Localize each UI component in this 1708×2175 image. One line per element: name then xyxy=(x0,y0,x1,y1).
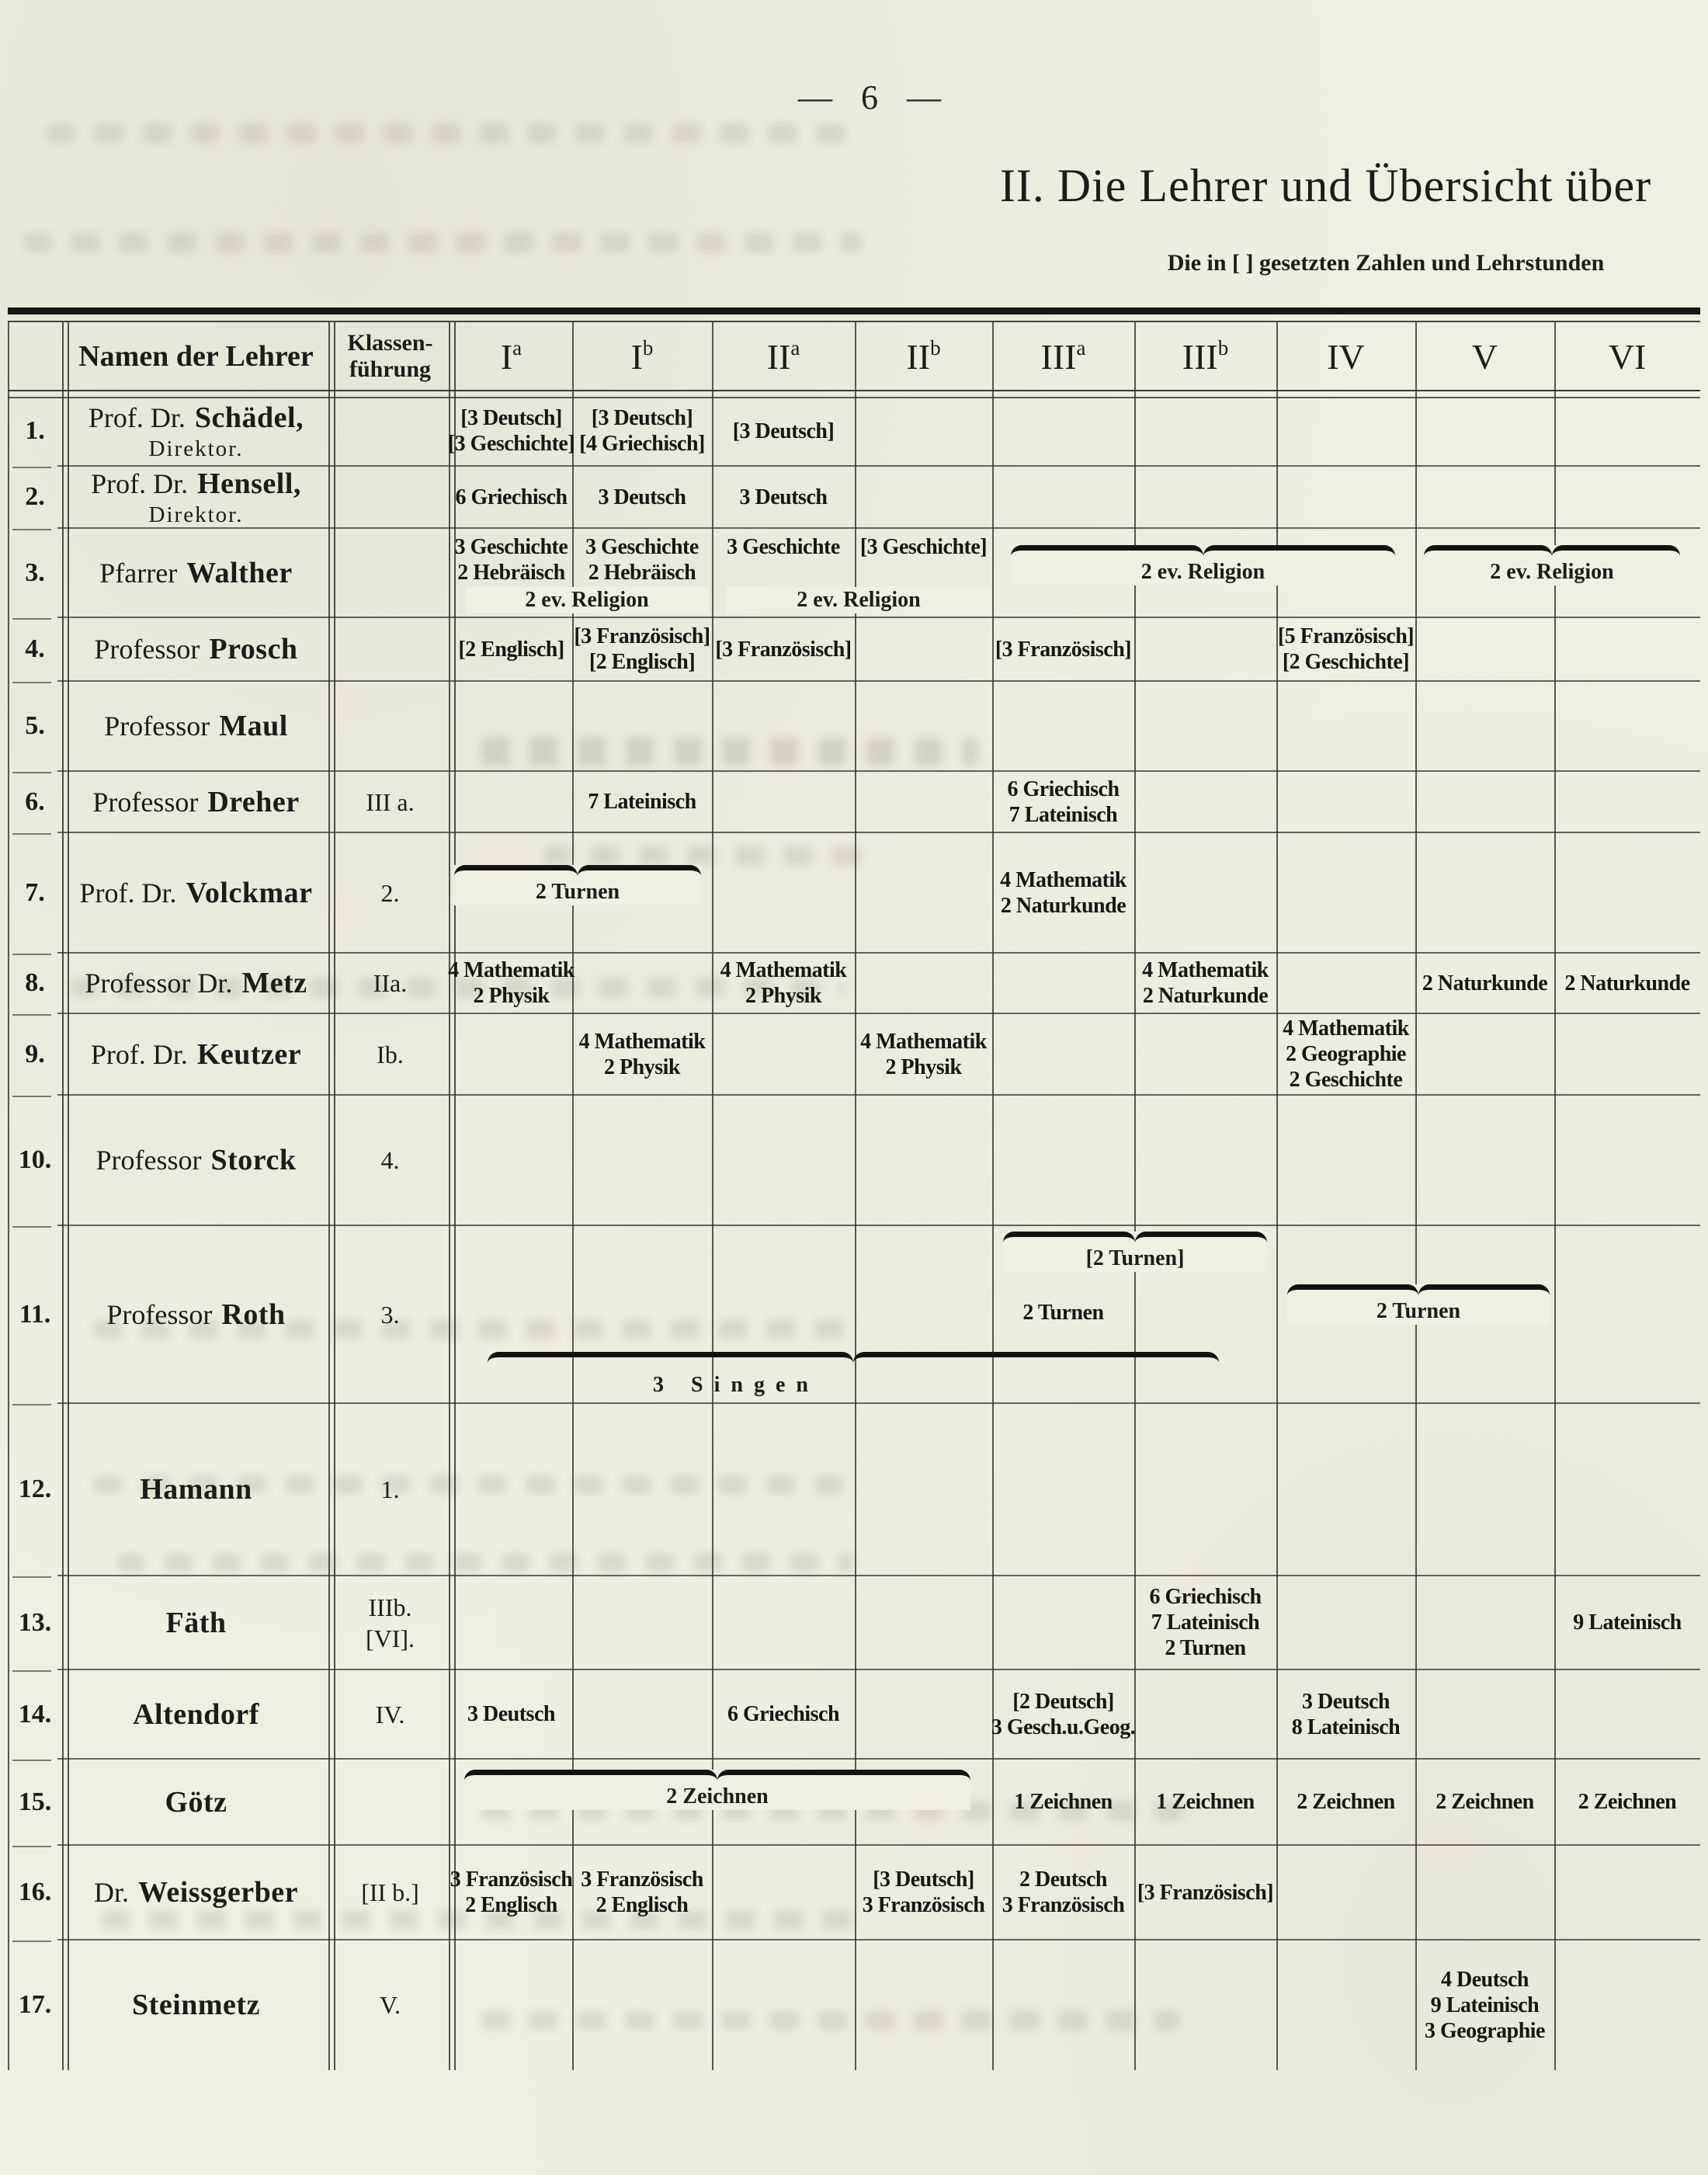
teacher-name xyxy=(62,1940,330,2070)
cell-IIIb xyxy=(1134,953,1276,1013)
brace-group-IIIa-IIIb xyxy=(1003,1232,1267,1272)
row-number: 9. xyxy=(25,1039,45,1068)
teacher-title: Pfarrer xyxy=(99,557,178,589)
cell-IV xyxy=(1276,617,1415,681)
lesson-line: 2 Physik xyxy=(885,1054,962,1079)
table-row xyxy=(8,1669,1700,1759)
page-number: — 6 — xyxy=(798,78,941,116)
teacher-title: Professor xyxy=(104,711,210,742)
lesson-line: 2 Englisch xyxy=(595,1893,689,1917)
teacher-title: Prof. Dr. xyxy=(90,1038,188,1070)
curly-brace-icon xyxy=(1003,1232,1267,1243)
teacher-name xyxy=(62,1403,330,1576)
table-row xyxy=(8,1576,1700,1669)
lesson-line: 2 Naturkunde xyxy=(1564,971,1690,995)
lesson-line: [2 Englisch] xyxy=(588,650,696,674)
column-header-IIIb: III$^b$ xyxy=(1182,335,1229,377)
lesson-line: [2 Geschichte] xyxy=(1282,650,1410,674)
lesson-line: 6 Griechisch xyxy=(1149,1585,1262,1609)
cell-IIb xyxy=(855,1013,992,1095)
lesson-line: [3 Deutsch] xyxy=(460,406,562,430)
cell-V xyxy=(1415,1940,1554,2070)
table-row xyxy=(8,1940,1700,2070)
cell-V xyxy=(1415,953,1554,1013)
teacher-name xyxy=(62,832,330,953)
row-number: 7. xyxy=(25,877,45,907)
klassenfuehrung-value: III a. xyxy=(366,787,415,816)
klassenfuehrung-cell xyxy=(330,1940,450,2070)
lesson-line: 7 Lateinisch xyxy=(1008,802,1118,827)
klassenfuehrung-value: IV. xyxy=(375,1700,405,1729)
lesson-line: [2 Deutsch] xyxy=(1012,1689,1114,1714)
lesson-line: 2 Englisch xyxy=(465,1893,557,1917)
lesson-line: [2 Englisch] xyxy=(458,637,564,662)
klassenfuehrung-value: IIa. xyxy=(373,969,408,997)
span-label-singen xyxy=(464,1368,1008,1399)
teacher-surname: Hamann xyxy=(140,1473,252,1506)
lesson-line: [3 Deutsch] xyxy=(873,1868,974,1892)
column-header-Ib: $I^b$ xyxy=(630,335,654,377)
teacher-name xyxy=(62,528,330,617)
row-number: 6. xyxy=(25,787,45,816)
cell-IIb xyxy=(855,1845,992,1940)
lesson-line: 4 Mathematik xyxy=(1000,867,1127,892)
lesson-line: [3 Geschichte] xyxy=(859,535,988,559)
teacher-surname: Metz xyxy=(241,967,307,999)
lesson-line: [3 Französisch] xyxy=(995,637,1132,662)
teacher-surname: Schädel, xyxy=(194,401,304,434)
lesson-line: 1 Zeichnen xyxy=(1156,1790,1255,1814)
klassenfuehrung-value: Ib. xyxy=(377,1040,404,1068)
klassenfuehrung-value: V. xyxy=(380,1991,401,2019)
cell-VI xyxy=(1554,1759,1700,1845)
cell-IV xyxy=(1276,1759,1415,1845)
cell-IIIa xyxy=(992,1297,1134,1328)
row-number: 15. xyxy=(18,1787,52,1816)
row-number: 2. xyxy=(25,482,45,511)
span-label-Ia-Ib: 2 Turnen xyxy=(535,880,620,904)
teacher-name xyxy=(62,1225,330,1403)
cell-IIIb xyxy=(1134,1759,1276,1845)
lesson-line: 2 Geographie xyxy=(1286,1042,1406,1066)
cell-IIa xyxy=(712,1669,855,1759)
span-label-Ia-Ib: 2 ev. Religion xyxy=(466,587,708,613)
table-row xyxy=(8,1845,1700,1940)
curly-brace-icon xyxy=(1424,545,1680,557)
row-number: 16. xyxy=(18,1878,52,1906)
cell-Ia xyxy=(447,396,575,466)
cell-IIa xyxy=(712,466,855,528)
brace-group-Ia-Ib xyxy=(454,865,701,905)
klassenfuehrung-value: 2. xyxy=(380,878,400,907)
lesson-line: [3 Französisch] xyxy=(574,624,710,648)
teacher-surname: Dreher xyxy=(207,785,300,818)
lesson-line: 4 Mathematik xyxy=(860,1029,987,1054)
lesson-line: 6 Griechisch xyxy=(727,1702,840,1726)
lesson-line: 3 Deutsch xyxy=(467,1702,555,1726)
table-row xyxy=(8,1225,1700,1403)
teacher-title: Dr. xyxy=(93,1877,129,1908)
klassenfuehrung-cell xyxy=(330,953,450,1013)
lesson-line: 3 Französisch xyxy=(581,1868,703,1892)
teacher-schedule-table xyxy=(8,307,1700,2070)
teacher-surname: Volckmar xyxy=(186,876,313,909)
cell-IIIa xyxy=(992,617,1134,681)
cell-IIIa xyxy=(992,1759,1134,1845)
lesson-line: 3 Französisch xyxy=(862,1893,985,1917)
table-row xyxy=(8,1403,1700,1576)
klassenfuehrung-cell xyxy=(330,1669,450,1759)
lesson-line: 7 Lateinisch xyxy=(1151,1610,1260,1635)
lesson-line: [3 Französisch] xyxy=(1137,1880,1274,1905)
table-row xyxy=(8,681,1700,771)
lesson-line: [3 Französisch] xyxy=(715,637,852,662)
curly-brace-icon xyxy=(488,1352,1219,1364)
table-top-rule xyxy=(8,307,1700,314)
table-row xyxy=(8,1095,1700,1225)
lesson-line: 4 Deutsch xyxy=(1441,1967,1529,1992)
lesson-line: 2 Naturkunde xyxy=(1142,984,1269,1008)
teacher-role: Direktor. xyxy=(148,436,244,461)
column-header-IIa: $II^a$ xyxy=(766,335,800,377)
row-number: 14. xyxy=(18,1699,52,1729)
lesson-line: 2 Zeichnen xyxy=(1435,1790,1534,1814)
lesson-line: 4 Mathematik xyxy=(1142,958,1269,982)
teacher-name xyxy=(62,1759,330,1845)
teacher-surname: Weissgerber xyxy=(137,1876,298,1909)
row-number: 11. xyxy=(19,1299,51,1329)
lesson-line: 9 Lateinisch xyxy=(1430,1993,1540,2017)
cell-IIa xyxy=(712,617,855,681)
brace-group-Ia-IIb xyxy=(464,1770,970,1810)
column-header-V: V xyxy=(1471,336,1498,377)
row-number: 10. xyxy=(18,1145,52,1174)
teacher-name xyxy=(62,396,330,466)
teacher-surname: Maul xyxy=(219,710,288,742)
column-header-Ia: $I^a$ xyxy=(500,335,522,377)
lesson-line: 2 Physik xyxy=(745,984,821,1008)
column-header-IIb: $II^b$ xyxy=(906,335,941,377)
klassenfuehrung-cell xyxy=(330,1225,450,1403)
cell-Ib xyxy=(572,617,712,681)
lesson-line: 2 Zeichnen xyxy=(1578,1790,1677,1814)
span-label-Ia-IIb: 2 Zeichnen xyxy=(666,1784,769,1808)
teacher-name xyxy=(62,681,330,771)
bleedthrough-smudge xyxy=(23,233,862,252)
klassenfuehrung-cell xyxy=(330,1013,450,1095)
cell-IIIa xyxy=(992,832,1134,953)
lesson-line: [4 Griechisch] xyxy=(579,432,705,456)
lesson-line: 2 Naturkunde xyxy=(1000,893,1127,918)
cell-IV xyxy=(1276,1669,1415,1759)
cell-VI xyxy=(1554,953,1700,1013)
table-row xyxy=(8,1013,1700,1095)
column-header-names: Namen der Lehrer xyxy=(78,340,314,373)
teacher-surname: Götz xyxy=(165,1785,227,1819)
cell-Ib xyxy=(572,396,712,466)
teacher-name xyxy=(62,1013,330,1095)
klassenfuehrung-cell xyxy=(330,771,450,832)
teacher-title: Prof. Dr. xyxy=(88,401,186,433)
lesson-line: 6 Griechisch xyxy=(455,485,568,509)
lesson-line: 2 Hebräisch xyxy=(457,561,565,585)
cell-Ia xyxy=(450,1845,572,1940)
brace-group-singen xyxy=(488,1351,1219,1364)
cell-Ib xyxy=(572,466,712,528)
page-title: II. Die Lehrer und Übersicht über xyxy=(999,160,1652,211)
lesson-line: 3 Deutsch xyxy=(739,485,828,509)
lesson-line: 2 Turnen xyxy=(1165,1636,1246,1660)
cell-Ia xyxy=(450,1669,572,1759)
teacher-surname: Walther xyxy=(186,556,293,589)
cell-VI xyxy=(1554,1576,1700,1669)
cell-IIa xyxy=(712,953,855,1013)
column-header-klassenfuehrung: Klassen- führung xyxy=(347,330,433,382)
teacher-surname: Keutzer xyxy=(196,1037,302,1071)
klassenfuehrung-value: [VI]. xyxy=(365,1624,415,1652)
cell-IIa xyxy=(712,396,855,466)
lesson-line: 3 Geographie xyxy=(1425,2018,1545,2043)
lesson-line: 3 Geschichte xyxy=(454,535,568,559)
column-header-IV: IV xyxy=(1327,336,1365,377)
teacher-title: Professor xyxy=(94,634,200,665)
teacher-name xyxy=(62,617,330,681)
bleedthrough-smudge xyxy=(47,124,854,143)
lesson-line: 2 Physik xyxy=(604,1054,680,1079)
table-row xyxy=(8,1759,1700,1845)
cell-Ia xyxy=(448,953,575,1013)
page-subtitle: Die in [ ] gesetzten Zahlen und Lehrstunden xyxy=(1167,250,1605,276)
teacher-surname: Steinmetz xyxy=(132,1989,260,2021)
cell-IIIb xyxy=(1134,1576,1276,1669)
cell-Ia xyxy=(450,617,572,681)
brace-group-IV-V xyxy=(1287,1284,1550,1325)
lesson-line: [5 Französisch] xyxy=(1277,624,1415,648)
row-number: 5. xyxy=(25,711,45,740)
lesson-line: [3 Geschichte] xyxy=(447,432,575,456)
row-number: 1. xyxy=(25,416,45,445)
brace-group-IIIa-IV xyxy=(1011,545,1395,585)
table-row xyxy=(8,953,1700,1013)
row-number: 13. xyxy=(18,1607,52,1637)
cell-IIIa xyxy=(992,1845,1134,1940)
column-header-VI: VI xyxy=(1608,336,1647,377)
lesson-line: 7 Lateinisch xyxy=(588,790,696,814)
teacher-title: Prof. Dr. xyxy=(79,877,177,909)
teacher-title: Professor Dr. xyxy=(85,968,233,999)
lesson-line: 2 Naturkunde xyxy=(1422,971,1548,995)
lesson-line: 2 Geschichte xyxy=(1289,1068,1403,1092)
table-row xyxy=(8,528,1700,617)
lesson-line: 6 Griechisch xyxy=(1007,777,1120,801)
lesson-line: [3 Deutsch] xyxy=(732,419,835,443)
cell-V xyxy=(1415,1759,1554,1845)
teacher-surname: Fäth xyxy=(165,1606,227,1639)
teacher-role: Direktor. xyxy=(148,502,244,527)
lesson-line: 2 Hebräisch xyxy=(588,561,696,585)
teacher-name xyxy=(62,1095,330,1225)
teacher-name xyxy=(62,771,330,832)
lesson-line: 9 Lateinisch xyxy=(1573,1610,1682,1635)
teacher-title: Professor xyxy=(106,1298,213,1330)
teacher-title: Prof. Dr. xyxy=(91,467,189,499)
span-label-IV-V: 2 Turnen xyxy=(1376,1299,1461,1323)
table-row xyxy=(8,617,1700,681)
lesson-line: 2 Turnen xyxy=(1022,1300,1104,1325)
teacher-surname: Hensell, xyxy=(197,467,301,500)
klassenfuehrung-value: [II b.] xyxy=(361,1878,419,1906)
lesson-line: 3 Französisch xyxy=(450,1868,573,1892)
klassenfuehrung-cell xyxy=(330,1845,450,1940)
cell-IIIa xyxy=(992,771,1134,832)
teacher-name xyxy=(62,1845,330,1940)
lesson-line: 3 Singen xyxy=(653,1372,819,1397)
lesson-line: 4 Mathematik xyxy=(720,958,847,982)
curly-brace-icon xyxy=(464,1770,970,1781)
lesson-line: 4 Mathematik xyxy=(1283,1016,1409,1041)
teacher-surname: Roth xyxy=(221,1298,286,1331)
klassenfuehrung-value: 4. xyxy=(380,1146,400,1174)
brace-group-V-VI xyxy=(1424,545,1680,585)
teacher-name xyxy=(62,953,330,1013)
row-number: 12. xyxy=(18,1475,52,1503)
cell-IIIa xyxy=(992,1669,1134,1759)
teacher-name xyxy=(62,466,330,528)
cell-Ib xyxy=(572,1845,712,1940)
teacher-title: Professor xyxy=(95,1145,202,1176)
curly-brace-icon xyxy=(1011,545,1395,557)
lesson-line: 4 Mathematik xyxy=(448,958,575,982)
table-row xyxy=(8,396,1700,466)
klassenfuehrung-cell xyxy=(330,1576,450,1669)
lesson-line: 2 Zeichnen xyxy=(1297,1790,1395,1814)
curly-brace-icon xyxy=(454,865,701,877)
teacher-surname: Altendorf xyxy=(133,1697,259,1731)
teacher-name xyxy=(62,1669,330,1759)
column-header-IIIa: III$^a$ xyxy=(1040,335,1086,377)
lesson-line: 2 Physik xyxy=(473,984,550,1008)
teacher-name xyxy=(62,1576,330,1669)
cell-IIIb xyxy=(1134,1845,1276,1940)
span-label-V-VI: 2 ev. Religion xyxy=(1490,560,1614,584)
row-number: 3. xyxy=(25,558,45,587)
cell-Ib xyxy=(572,771,712,832)
lesson-line: 3 Deutsch xyxy=(598,485,686,509)
lesson-line: 3 Deutsch xyxy=(1302,1689,1390,1714)
klassenfuehrung-value: IIIb. xyxy=(368,1593,412,1621)
teacher-surname: Prosch xyxy=(209,633,298,665)
klassenfuehrung-cell xyxy=(330,832,450,953)
lesson-line: 3 Gesch.u.Geog. xyxy=(991,1715,1136,1739)
lesson-line: 3 Französisch xyxy=(1002,1893,1125,1917)
span-label-IIa-IIb: 2 ev. Religion xyxy=(726,587,991,613)
lesson-line: 8 Lateinisch xyxy=(1291,1715,1401,1739)
lesson-line: 2 Deutsch xyxy=(1019,1868,1107,1892)
klassenfuehrung-value: 1. xyxy=(380,1475,400,1503)
klassenfuehrung-cell xyxy=(330,1403,450,1576)
cell-IV xyxy=(1276,1013,1415,1095)
cell-Ib xyxy=(572,1013,712,1095)
lesson-line: 1 Zeichnen xyxy=(1014,1790,1113,1814)
cell-Ia xyxy=(450,466,572,528)
teacher-surname: Storck xyxy=(210,1144,297,1176)
span-label-IIIa-IV: 2 ev. Religion xyxy=(1140,560,1265,584)
teacher-title: Professor xyxy=(92,786,199,818)
lesson-line: 4 Mathematik xyxy=(578,1029,706,1054)
table-row xyxy=(8,832,1700,953)
lesson-line: [3 Deutsch] xyxy=(591,406,693,430)
lesson-line: 3 Geschichte xyxy=(585,535,699,559)
klassenfuehrung-value: 3. xyxy=(380,1300,400,1329)
lesson-line: 3 Geschichte xyxy=(727,535,840,559)
klassenfuehrung-cell xyxy=(330,1095,450,1225)
table-row xyxy=(8,771,1700,832)
row-number: 8. xyxy=(25,968,45,997)
curly-brace-icon xyxy=(1287,1284,1550,1296)
row-number: 17. xyxy=(18,1990,52,2019)
span-label-IIIa-IIIb: [2 Turnen] xyxy=(1085,1246,1185,1270)
row-number: 4. xyxy=(25,634,45,663)
table-row xyxy=(8,466,1700,528)
